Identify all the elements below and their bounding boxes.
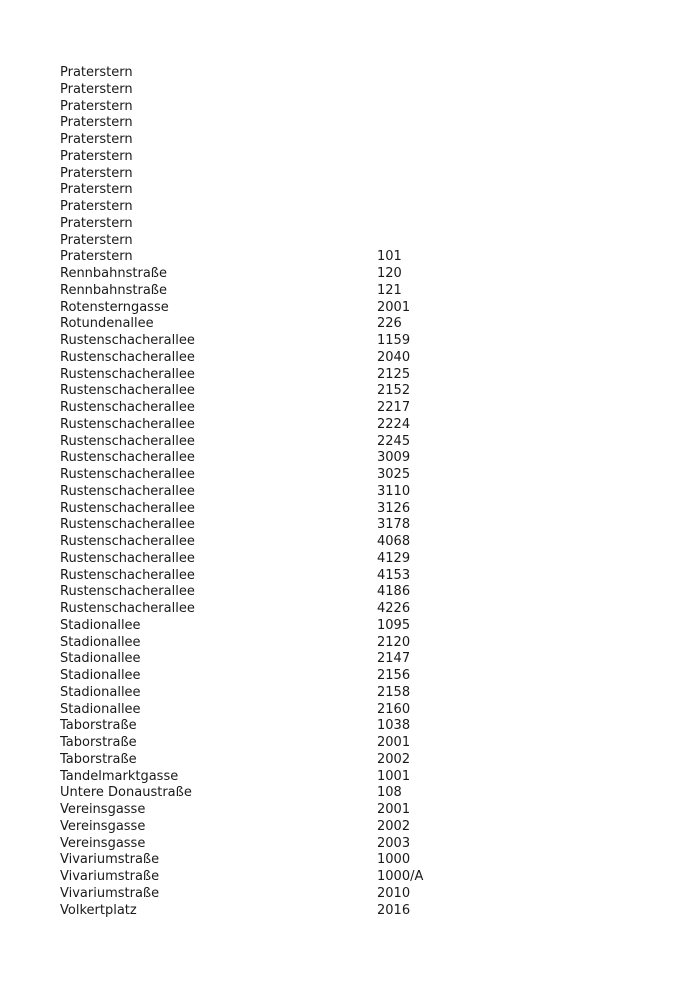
street-name-cell: Vivariumstraße	[60, 885, 160, 901]
house-number-cell: 2120	[377, 634, 411, 650]
house-number-cell: 2001	[377, 802, 411, 817]
table-row	[60, 484, 660, 501]
table-row	[60, 886, 660, 903]
street-name-cell: Praterstern	[60, 132, 133, 147]
table-row	[60, 182, 660, 199]
street-name-cell: Tandelmarktgasse	[60, 768, 179, 784]
table-row	[60, 99, 660, 116]
street-name-cell: Stadionallee	[60, 668, 141, 683]
table-row	[60, 802, 660, 819]
street-name-cell: Untere Donaustraße	[60, 785, 192, 801]
street-name-cell: Praterstern	[60, 199, 133, 214]
street-name-cell: Rustenschacherallee	[60, 400, 195, 415]
street-name-cell: Praterstern	[60, 249, 133, 265]
street-name-cell: Rustenschacherallee	[60, 500, 195, 516]
street-name-cell: Rustenschacherallee	[60, 517, 195, 533]
table-row	[60, 115, 660, 132]
table-row	[60, 316, 660, 333]
house-number-cell: 4068	[377, 534, 411, 549]
table-row	[60, 333, 660, 350]
street-name-cell: Volkertplatz	[60, 902, 137, 918]
street-name-cell: Rustenschacherallee	[60, 601, 195, 616]
street-name-cell: Rustenschacherallee	[60, 349, 195, 365]
table-row	[60, 300, 660, 317]
house-number-cell: 2002	[377, 751, 411, 767]
street-name-cell: Rotensterngasse	[60, 299, 169, 315]
house-number-cell: 101	[377, 249, 402, 265]
table-row	[60, 383, 660, 400]
street-name-cell: Rennbahnstraße	[60, 266, 167, 281]
table-row	[60, 601, 660, 618]
house-number-cell: 121	[377, 282, 402, 298]
house-number-cell: 2217	[377, 400, 411, 415]
table-row	[60, 199, 660, 216]
house-number-cell: 2245	[377, 433, 411, 449]
street-name-cell: Praterstern	[60, 232, 133, 248]
table-row	[60, 467, 660, 484]
street-name-cell: Rotundenallee	[60, 316, 154, 332]
house-number-cell: 4226	[377, 601, 411, 616]
table-row	[60, 266, 660, 283]
table-row	[60, 216, 660, 233]
table-row	[60, 769, 660, 786]
street-name-cell: Praterstern	[60, 182, 133, 198]
house-number-cell: 2147	[377, 651, 411, 667]
table-row	[60, 584, 660, 601]
street-name-cell: Taborstraße	[60, 718, 137, 734]
address-table	[60, 65, 660, 919]
table-row	[60, 718, 660, 735]
table-row	[60, 249, 660, 266]
house-number-cell: 1038	[377, 718, 411, 734]
street-name-cell: Praterstern	[60, 65, 133, 80]
house-number-cell: 2001	[377, 735, 411, 750]
table-row	[60, 685, 660, 702]
house-number-cell: 1159	[377, 333, 411, 348]
street-name-cell: Rustenschacherallee	[60, 550, 195, 566]
table-row	[60, 132, 660, 149]
table-row	[60, 434, 660, 451]
table-row	[60, 350, 660, 367]
street-name-cell: Vereinsgasse	[60, 818, 146, 834]
street-name-cell: Rustenschacherallee	[60, 333, 195, 348]
street-name-cell: Vivariumstraße	[60, 869, 160, 884]
house-number-cell: 2010	[377, 885, 411, 901]
table-row	[60, 668, 660, 685]
house-number-cell: 2224	[377, 416, 411, 432]
street-name-cell: Taborstraße	[60, 735, 137, 750]
house-number-cell: 3126	[377, 500, 411, 516]
street-name-cell: Stadionallee	[60, 617, 141, 633]
table-row	[60, 233, 660, 250]
house-number-cell: 108	[377, 785, 402, 801]
house-number-cell: 2002	[377, 818, 411, 834]
house-number-cell: 2156	[377, 668, 411, 683]
table-row	[60, 534, 660, 551]
street-name-cell: Rustenschacherallee	[60, 467, 195, 482]
house-number-cell: 3110	[377, 483, 411, 499]
table-row	[60, 735, 660, 752]
street-name-cell: Taborstraße	[60, 751, 137, 767]
house-number-cell: 2160	[377, 701, 411, 717]
street-name-cell: Rustenschacherallee	[60, 450, 195, 466]
table-row	[60, 501, 660, 518]
table-row	[60, 551, 660, 568]
house-number-cell: 120	[377, 266, 402, 281]
table-row	[60, 618, 660, 635]
table-row	[60, 903, 660, 920]
table-row	[60, 367, 660, 384]
street-name-cell: Rustenschacherallee	[60, 584, 195, 600]
street-name-cell: Praterstern	[60, 115, 133, 131]
table-row	[60, 869, 660, 886]
street-name-cell: Vivariumstraße	[60, 852, 160, 868]
house-number-cell: 2152	[377, 383, 411, 399]
table-row	[60, 819, 660, 836]
house-number-cell: 2001	[377, 299, 411, 315]
table-row	[60, 836, 660, 853]
street-name-cell: Stadionallee	[60, 634, 141, 650]
table-row	[60, 635, 660, 652]
house-number-cell: 2016	[377, 902, 411, 918]
table-row	[60, 517, 660, 534]
table-row	[60, 702, 660, 719]
street-name-cell: Stadionallee	[60, 684, 141, 700]
house-number-cell: 1000	[377, 852, 411, 868]
table-row	[60, 65, 660, 82]
house-number-cell: 2158	[377, 684, 411, 700]
street-name-cell: Rustenschacherallee	[60, 567, 195, 583]
table-row	[60, 149, 660, 166]
house-number-cell: 4129	[377, 550, 411, 566]
street-name-cell: Praterstern	[60, 81, 133, 97]
table-row	[60, 82, 660, 99]
house-number-cell: 3009	[377, 450, 411, 466]
house-number-cell: 4186	[377, 584, 411, 600]
house-number-cell: 1095	[377, 617, 411, 633]
street-name-cell: Praterstern	[60, 165, 133, 181]
table-row	[60, 785, 660, 802]
house-number-cell: 2040	[377, 349, 411, 365]
table-row	[60, 417, 660, 434]
house-number-cell: 3178	[377, 517, 411, 533]
table-row	[60, 568, 660, 585]
house-number-cell: 3025	[377, 467, 411, 482]
street-name-cell: Praterstern	[60, 215, 133, 231]
street-name-cell: Stadionallee	[60, 701, 141, 717]
street-name-cell: Vereinsgasse	[60, 802, 146, 817]
street-name-cell: Rustenschacherallee	[60, 483, 195, 499]
street-name-cell: Rustenschacherallee	[60, 416, 195, 432]
table-row	[60, 166, 660, 183]
street-name-cell: Rustenschacherallee	[60, 433, 195, 449]
table-row	[60, 852, 660, 869]
street-name-cell: Rustenschacherallee	[60, 383, 195, 399]
house-number-cell: 2125	[377, 366, 411, 382]
table-row	[60, 450, 660, 467]
street-name-cell: Vereinsgasse	[60, 835, 146, 851]
street-name-cell: Praterstern	[60, 98, 133, 114]
table-row	[60, 283, 660, 300]
street-name-cell: Rustenschacherallee	[60, 534, 195, 549]
street-name-cell: Rustenschacherallee	[60, 366, 195, 382]
street-name-cell: Praterstern	[60, 148, 133, 164]
house-number-cell: 4153	[377, 567, 411, 583]
street-name-cell: Rennbahnstraße	[60, 282, 167, 298]
house-number-cell: 1001	[377, 768, 411, 784]
house-number-cell: 1000/A	[377, 869, 424, 884]
house-number-cell: 226	[377, 316, 402, 332]
table-row	[60, 400, 660, 417]
street-name-cell: Stadionallee	[60, 651, 141, 667]
table-row	[60, 752, 660, 769]
table-row	[60, 651, 660, 668]
house-number-cell: 2003	[377, 835, 411, 851]
